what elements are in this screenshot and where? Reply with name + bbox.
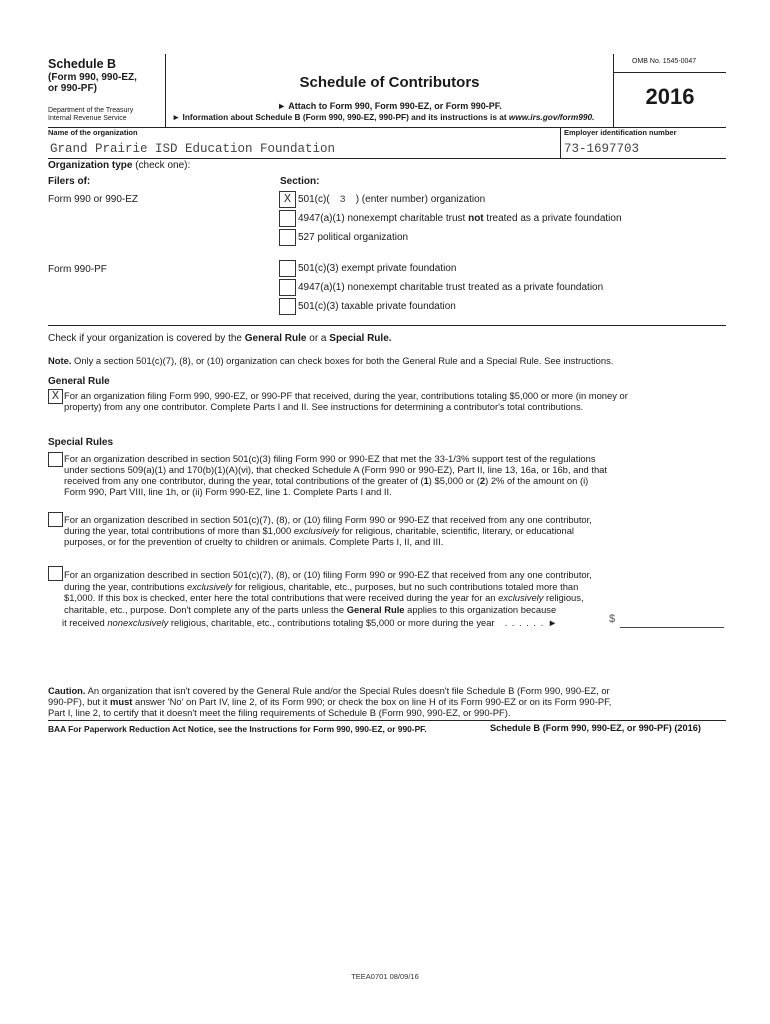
org-type-row: Organization type (check one): (48, 160, 191, 171)
option-4947-not-pf: 4947(a)(1) nonexempt charitable trust not treated as a private foundation (298, 213, 622, 224)
caution-text: Caution. An organization that isn't covered by the General Rule and/or the Special Rules doesn't file Schedule B (Form 990, 990-EZ, or 990-PF), but it must answer 'No' on Part IV, line 2, of its Form 990; or check the box on line H of its Form 990-EZ or on its Form 990-PF, Part I, line 2, to certify that it doesn't meet the filing requirements of Schedule B (Form 990, 990-EZ, or 990-PF). (48, 685, 612, 718)
department-label: Department of the Treasury (48, 107, 134, 114)
form-990pf-label: Form 990-PF (48, 264, 107, 275)
section-divider (48, 325, 726, 326)
option-527: 527 political organization (298, 232, 409, 243)
org-name-label: Name of the organization (48, 128, 138, 137)
option-pf-4947: 4947(a)(1) nonexempt charitable trust treated as a private foundation (298, 282, 604, 293)
note-text: Note. Only a section 501(c)(7), (8), or (10) organization can check boxes for both the General Rule and a Special Rule. See instructions. (48, 355, 614, 366)
section-label: Section: (280, 176, 320, 187)
checkbox-general-rule[interactable]: X (48, 389, 63, 404)
exclusive-contributions-amount-field[interactable] (620, 627, 724, 628)
special-rule-3-text: For an organization described in section 501(c)(7), (8), or (10) filing Form 990 or 990-EZ that received from any one contributor, during the year, contributions exclusively for religious, charitable, etc., purposes, but no such contributions totaled more than $1,000. If this box is checked, enter here the total contributions that were received during the year for an exclusively religious, charitable, etc., purpose. Don't complete any of the parts unless the General Rule applies to this organization because (64, 569, 592, 615)
tax-year: 2016 (645, 84, 695, 109)
schedule-label: Schedule B (48, 57, 117, 71)
checkbox-special-rule-2[interactable] (48, 512, 63, 527)
form-990-label: Form 990 or 990-EZ (48, 194, 139, 205)
irs-label: Internal Revenue Service (48, 115, 127, 122)
form-code: TEEA0701 08/09/16 (351, 972, 419, 981)
checkbox-pf-4947[interactable] (279, 279, 296, 296)
dollar-sign: $ (609, 613, 616, 625)
option-pf-501c3-exempt: 501(c)(3) exempt private foundation (298, 263, 457, 274)
special-rule-2-text: For an organization described in section 501(c)(7), (8), or (10) filing Form 990 or 990-EZ that received from any one contributor, during the year, total contributions of more than $1,000 exclusively for religious, charitable, scientific, literary, or educational purposes, or for the prevention of cruelty to children or animals. Complete Parts I, II, and III. (64, 514, 592, 547)
omb-number: OMB No. 1545-0047 (632, 58, 697, 65)
filers-of-label: Filers of: (48, 176, 91, 187)
special-rules-heading: Special Rules (48, 437, 114, 448)
501c-number[interactable]: 3 (339, 195, 346, 206)
general-rule-text: For an organization filing Form 990, 990-EZ, or 990-PF that received, during the year, contributions totaling $5,000 or more (in money or property) from any one contributor. Complete Parts I and II. See instructions for determining a contributor's total contributions. (64, 390, 628, 412)
checkbox-special-rule-1[interactable] (48, 452, 63, 467)
checkbox-special-rule-3[interactable] (48, 566, 63, 581)
special-rule-3-last-line: it received nonexclusively religious, charitable, etc., contributions totaling $5,000 or more during the year . . . . . . ► (62, 617, 559, 628)
schedule-footer-label: Schedule B (Form 990, 990-EZ, or 990-PF) (2016) (490, 723, 701, 733)
check-coverage-text: Check if your organization is covered by the General Rule or a Special Rule. (48, 333, 392, 344)
checkbox-pf-501c3-taxable[interactable] (279, 298, 296, 315)
form-title: Schedule of Contributors (299, 74, 480, 91)
option-pf-501c3-taxable: 501(c)(3) taxable private foundation (298, 301, 456, 312)
paperwork-notice: BAA For Paperwork Reduction Act Notice, see the Instructions for Form 990, 990-EZ, or 990-PF. (48, 724, 427, 734)
info-instruction: ► Information about Schedule B (Form 990, 990-EZ, 990-PF) and its instructions is at www.irs.gov/form990. (172, 112, 595, 122)
checkbox-527[interactable] (279, 229, 296, 246)
general-rule-heading: General Rule (48, 376, 110, 387)
org-name-value[interactable]: Grand Prairie ISD Education Foundation (50, 142, 336, 156)
special-rule-1-text: For an organization described in section 501(c)(3) filing Form 990 or 990-EZ that met the 33-1/3% support test of the regulations under sections 509(a)(1) and 170(b)(1)(A)(vi), that checked Schedule A (Form 990 or 990-EZ), Part II, line 13, 16a, or 16b, and that received from any one contributor, during the year, total contributions of the greater of (1) $5,000 or (2) 2% of the amount on (i) Form 990, Part VIII, line 1h, or (ii) Form 990-EZ, line 1. Complete Parts I and II. (64, 453, 607, 497)
checkbox-pf-501c3-exempt[interactable] (279, 260, 296, 277)
option-501c: 501(c)( 3 ) (enter number) organization (298, 194, 486, 206)
checkbox-501c[interactable]: X (279, 191, 296, 208)
checkbox-4947-not-pf[interactable] (279, 210, 296, 227)
irs-url[interactable]: www.irs.gov/form990. (508, 112, 595, 122)
form-reference: (Form 990, 990-EZ, or 990-PF) (48, 72, 137, 94)
ein-value[interactable]: 73-1697703 (564, 142, 640, 156)
attach-instruction: ► Attach to Form 990, Form 990-EZ, or Form 990-PF. (277, 101, 502, 111)
ein-label: Employer identification number (564, 128, 677, 137)
